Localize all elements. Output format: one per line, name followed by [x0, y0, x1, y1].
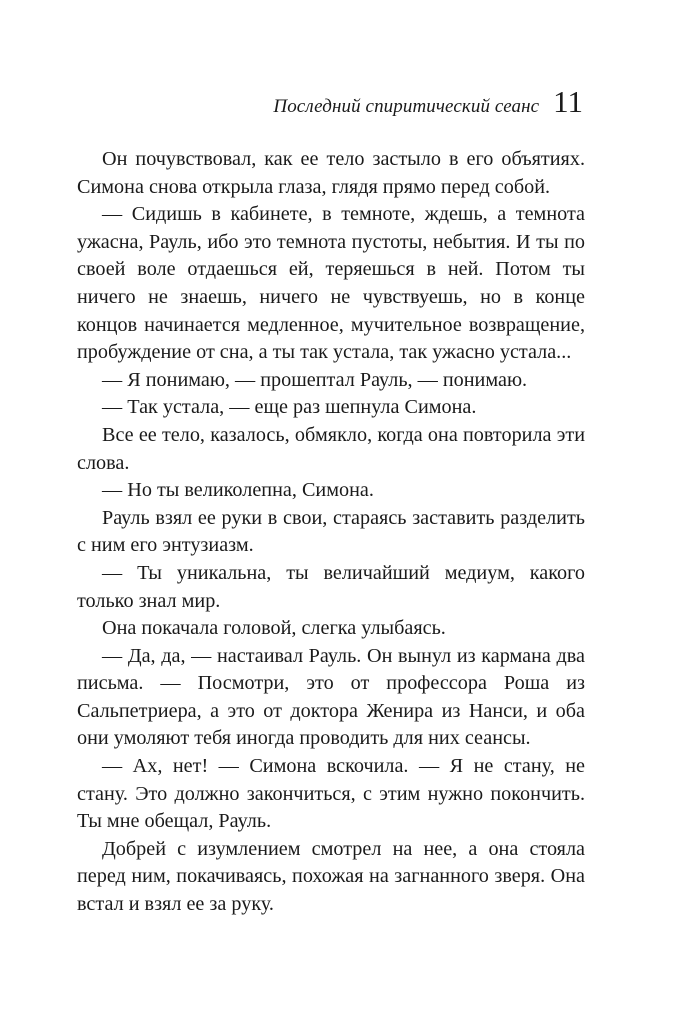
- paragraph: — Но ты великолепна, Симона.: [102, 479, 374, 502]
- running-header: [273, 86, 583, 118]
- paragraph: Добрей с изумлением смотрел на нее, а она стояла перед ним, покачиваясь, похожая на загнанного зверя. Она встал и взял ее за руку.: [77, 837, 585, 916]
- body-text: [77, 146, 585, 919]
- paragraph: — Да, да, — настаивал Рауль. Он вынул из кармана два письма. — Посмотри, это от профессора Роша из Сальпетриера, а это от доктора Женира из Нанси, и оба они умоляют тебя иногда проводить для них сеансы.: [77, 644, 585, 750]
- paragraph: Все ее тело, казалось, обмякло, когда она повторила эти слова.: [77, 423, 585, 474]
- paragraph: — Так устала, — еще раз шепнула Симона.: [102, 396, 477, 419]
- paragraph: — Ах, нет! — Симона вскочила. — Я не стану, не стану. Это должно закончиться, с этим нужно покончить. Ты мне обещал, Рауль.: [77, 755, 585, 833]
- page-number: 11: [553, 84, 583, 119]
- paragraph: Она покачала головой, слегка улыбаясь.: [102, 617, 446, 640]
- paragraph: — Сидишь в кабинете, в темноте, ждешь, а темнота ужасна, Рауль, ибо это темнота пустоты, небытия. И ты по своей воле отдаешься ей, теряешься в ней. Потом ты ничего не знаешь, ничего не чувствуешь, но в конце концов начинается медленное, мучительное возвращение, пробуждение от сна, а ты так устала, так ужасно устала...: [77, 203, 585, 364]
- paragraph: — Ты уникальна, ты величайший медиум, какого только знал мир.: [77, 561, 585, 612]
- paragraph: — Я понимаю, — прошептал Рауль, — понимаю.: [102, 368, 528, 391]
- paragraph: Рауль взял ее руки в свои, стараясь заставить разделить с ним его энтузиазм.: [77, 506, 585, 557]
- paragraph: Он почувствовал, как ее тело застыло в его объятиях. Симона снова открыла глаза, глядя прямо перед собой.: [77, 148, 585, 198]
- running-title: Последний спиритический сеанс: [273, 96, 540, 117]
